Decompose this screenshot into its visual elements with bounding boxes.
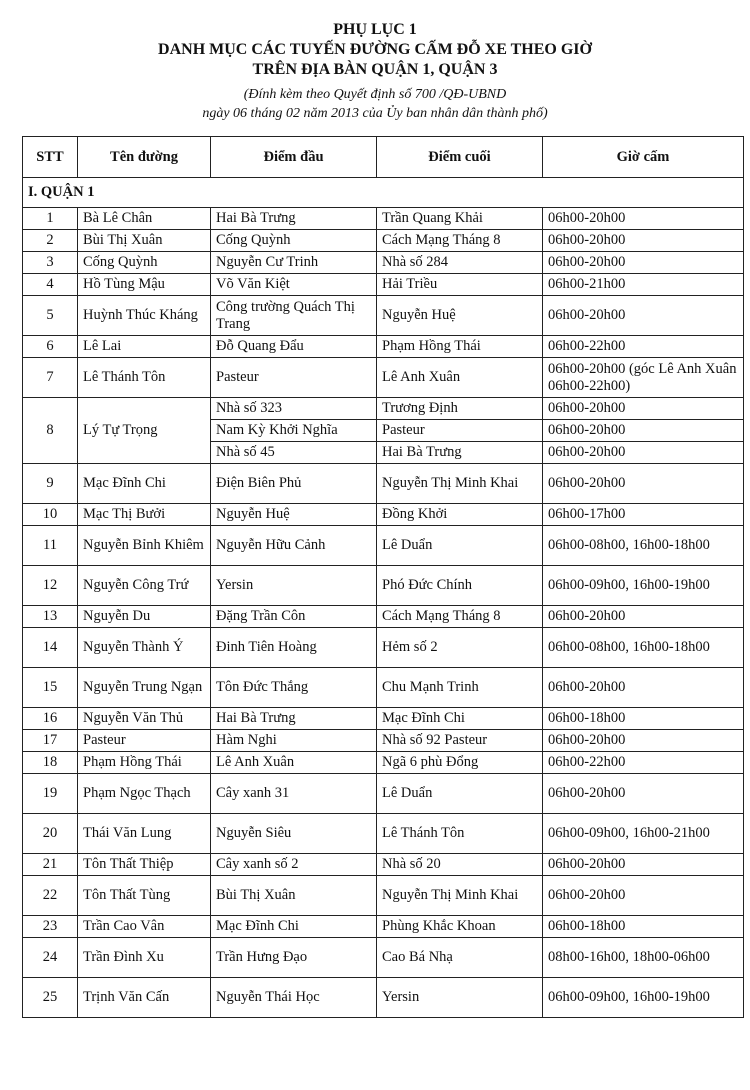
cell-time: 06h00-09h00, 16h00-21h00 [543,814,744,854]
cell-end: Phạm Hồng Thái [377,336,543,358]
table-row [23,814,744,854]
cell-end: Cao Bá Nhạ [377,938,543,978]
cell-time: 06h00-20h00 [543,774,744,814]
table-row [23,336,744,358]
cell-end: Hải Triều [377,274,543,296]
cell-start: Công trường Quách Thị Trang [211,296,377,336]
cell-start: Tôn Đức Thắng [211,668,377,708]
column-header-end: Điểm cuối [377,137,543,178]
cell-end: Yersin [377,978,543,1018]
cell-stt: 10 [23,504,78,526]
section-label: I. QUẬN 1 [23,178,744,208]
cell-street: Cống Quỳnh [78,252,211,274]
cell-time: 06h00-20h00 [543,420,744,442]
cell-time: 06h00-22h00 [543,752,744,774]
cell-street: Pasteur [78,730,211,752]
document-header [0,20,750,123]
cell-start: Hàm Nghi [211,730,377,752]
cell-time: 06h00-20h00 [543,854,744,876]
cell-time: 06h00-20h00 (góc Lê Anh Xuân 06h00-22h00) [543,358,744,398]
cell-stt: 2 [23,230,78,252]
cell-end: Nguyễn Huệ [377,296,543,336]
cell-stt: 15 [23,668,78,708]
cell-time: 06h00-20h00 [543,876,744,916]
cell-start: Cống Quỳnh [211,230,377,252]
cell-stt: 20 [23,814,78,854]
cell-start: Cây xanh số 2 [211,854,377,876]
cell-time: 06h00-20h00 [543,296,744,336]
cell-time: 08h00-16h00, 18h00-06h00 [543,938,744,978]
cell-stt: 14 [23,628,78,668]
column-header-time: Giờ cấm [543,137,744,178]
cell-end: Cách Mạng Tháng 8 [377,230,543,252]
cell-end: Nguyễn Thị Minh Khai [377,876,543,916]
table-row [23,526,744,566]
cell-start: Yersin [211,566,377,606]
cell-end: Hai Bà Trưng [377,442,543,464]
table-row [23,504,744,526]
table-row [23,208,744,230]
cell-end: Nhà số 92 Pasteur [377,730,543,752]
table-row [23,274,744,296]
cell-start: Đặng Trần Côn [211,606,377,628]
cell-start: Nguyễn Thái Học [211,978,377,1018]
table-row [23,252,744,274]
table-row [23,854,744,876]
cell-start: Nguyễn Huệ [211,504,377,526]
cell-street: Phạm Ngọc Thạch [78,774,211,814]
cell-stt: 6 [23,336,78,358]
cell-time: 06h00-20h00 [543,442,744,464]
cell-street: Lê Lai [78,336,211,358]
cell-time: 06h00-08h00, 16h00-18h00 [543,526,744,566]
cell-street: Mạc Thị Bưởi [78,504,211,526]
cell-end: Lê Duẩn [377,774,543,814]
cell-end: Ngã 6 phù Đổng [377,752,543,774]
column-header-street: Tên đường [78,137,211,178]
section-row [23,178,744,208]
table-row [23,606,744,628]
cell-street: Huỳnh Thúc Kháng [78,296,211,336]
cell-stt: 8 [23,398,78,464]
cell-start: Nam Kỳ Khởi Nghĩa [211,420,377,442]
cell-street: Nguyễn Thành Ý [78,628,211,668]
column-header-stt: STT [23,137,78,178]
cell-start: Hai Bà Trưng [211,708,377,730]
cell-stt: 16 [23,708,78,730]
column-header-start: Điểm đầu [211,137,377,178]
table-row [23,464,744,504]
cell-time: 06h00-08h00, 16h00-18h00 [543,628,744,668]
cell-end: Lê Duẩn [377,526,543,566]
cell-start: Điện Biên Phủ [211,464,377,504]
cell-street: Hồ Tùng Mậu [78,274,211,296]
cell-time: 06h00-20h00 [543,208,744,230]
cell-street: Nguyễn Trung Ngạn [78,668,211,708]
cell-end: Cách Mạng Tháng 8 [377,606,543,628]
cell-start: Cây xanh 31 [211,774,377,814]
cell-time: 06h00-20h00 [543,606,744,628]
cell-stt: 24 [23,938,78,978]
cell-stt: 18 [23,752,78,774]
cell-street: Nguyễn Du [78,606,211,628]
title-district: TRÊN ĐỊA BÀN QUẬN 1, QUẬN 3 [252,61,498,78]
title-appendix: PHỤ LỤC 1 [333,21,417,38]
table-row [23,398,744,420]
table-row [23,938,744,978]
cell-end: Trương Định [377,398,543,420]
cell-street: Lê Thánh Tôn [78,358,211,398]
table-row [23,916,744,938]
cell-street: Trịnh Văn Cấn [78,978,211,1018]
table-row [23,708,744,730]
cell-time: 06h00-21h00 [543,274,744,296]
table-row [23,730,744,752]
cell-stt: 9 [23,464,78,504]
cell-end: Nhà số 284 [377,252,543,274]
table-row [23,566,744,606]
cell-time: 06h00-20h00 [543,668,744,708]
subtitle-date: ngày 06 tháng 02 năm 2013 của Ủy ban nhân dân thành phố) [202,106,548,121]
cell-start: Bùi Thị Xuân [211,876,377,916]
cell-start: Võ Văn Kiệt [211,274,377,296]
cell-street: Mạc Đĩnh Chi [78,464,211,504]
cell-start: Hai Bà Trưng [211,208,377,230]
cell-end: Phùng Khắc Khoan [377,916,543,938]
cell-street: Tôn Thất Thiệp [78,854,211,876]
cell-stt: 7 [23,358,78,398]
cell-stt: 5 [23,296,78,336]
cell-stt: 1 [23,208,78,230]
cell-street: Nguyễn Văn Thủ [78,708,211,730]
cell-stt: 11 [23,526,78,566]
cell-start: Lê Anh Xuân [211,752,377,774]
cell-street: Bà Lê Chân [78,208,211,230]
cell-street: Phạm Hồng Thái [78,752,211,774]
cell-start: Đỗ Quang Đẩu [211,336,377,358]
cell-start: Pasteur [211,358,377,398]
title-list: DANH MỤC CÁC TUYẾN ĐƯỜNG CẤM ĐỖ XE THEO GIỜ [158,41,592,58]
cell-street: Thái Văn Lung [78,814,211,854]
table-row [23,876,744,916]
cell-end: Trần Quang Khải [377,208,543,230]
cell-street: Lý Tự Trọng [78,398,211,464]
cell-time: 06h00-20h00 [543,730,744,752]
cell-start: Nhà số 45 [211,442,377,464]
cell-time: 06h00-09h00, 16h00-19h00 [543,566,744,606]
cell-stt: 17 [23,730,78,752]
cell-street: Nguyễn Công Trứ [78,566,211,606]
cell-street: Tôn Thất Tùng [78,876,211,916]
cell-start: Nhà số 323 [211,398,377,420]
cell-start: Mạc Đĩnh Chi [211,916,377,938]
cell-end: Nhà số 20 [377,854,543,876]
cell-stt: 12 [23,566,78,606]
table-row [23,358,744,398]
subtitle-decision: (Đính kèm theo Quyết định số 700 /QĐ-UBND [243,87,507,102]
cell-street: Nguyễn Bỉnh Khiêm [78,526,211,566]
cell-start: Nguyễn Cư Trinh [211,252,377,274]
cell-start: Nguyễn Siêu [211,814,377,854]
cell-stt: 22 [23,876,78,916]
parking-ban-table [22,136,744,1018]
table-row [23,628,744,668]
table-row [23,774,744,814]
cell-time: 06h00-20h00 [543,252,744,274]
cell-stt: 21 [23,854,78,876]
cell-stt: 19 [23,774,78,814]
cell-end: Chu Mạnh Trinh [377,668,543,708]
cell-time: 06h00-09h00, 16h00-19h00 [543,978,744,1018]
cell-stt: 25 [23,978,78,1018]
cell-end: Mạc Đĩnh Chi [377,708,543,730]
cell-stt: 3 [23,252,78,274]
table-row [23,230,744,252]
cell-street: Trần Đình Xu [78,938,211,978]
cell-end: Nguyễn Thị Minh Khai [377,464,543,504]
cell-time: 06h00-20h00 [543,464,744,504]
cell-end: Lê Anh Xuân [377,358,543,398]
cell-street: Trần Cao Vân [78,916,211,938]
cell-start: Đinh Tiên Hoàng [211,628,377,668]
table-row [23,296,744,336]
cell-time: 06h00-17h00 [543,504,744,526]
cell-time: 06h00-22h00 [543,336,744,358]
table-row [23,978,744,1018]
cell-stt: 13 [23,606,78,628]
table-row [23,752,744,774]
cell-stt: 4 [23,274,78,296]
cell-start: Trần Hưng Đạo [211,938,377,978]
table-row [23,668,744,708]
cell-time: 06h00-20h00 [543,230,744,252]
cell-stt: 23 [23,916,78,938]
cell-time: 06h00-20h00 [543,398,744,420]
cell-time: 06h00-18h00 [543,708,744,730]
cell-end: Đồng Khởi [377,504,543,526]
cell-time: 06h00-18h00 [543,916,744,938]
cell-end: Pasteur [377,420,543,442]
cell-end: Lê Thánh Tôn [377,814,543,854]
cell-end: Phó Đức Chính [377,566,543,606]
cell-start: Nguyễn Hữu Cảnh [211,526,377,566]
cell-street: Bùi Thị Xuân [78,230,211,252]
table-header-row [23,137,744,178]
cell-end: Hẻm số 2 [377,628,543,668]
